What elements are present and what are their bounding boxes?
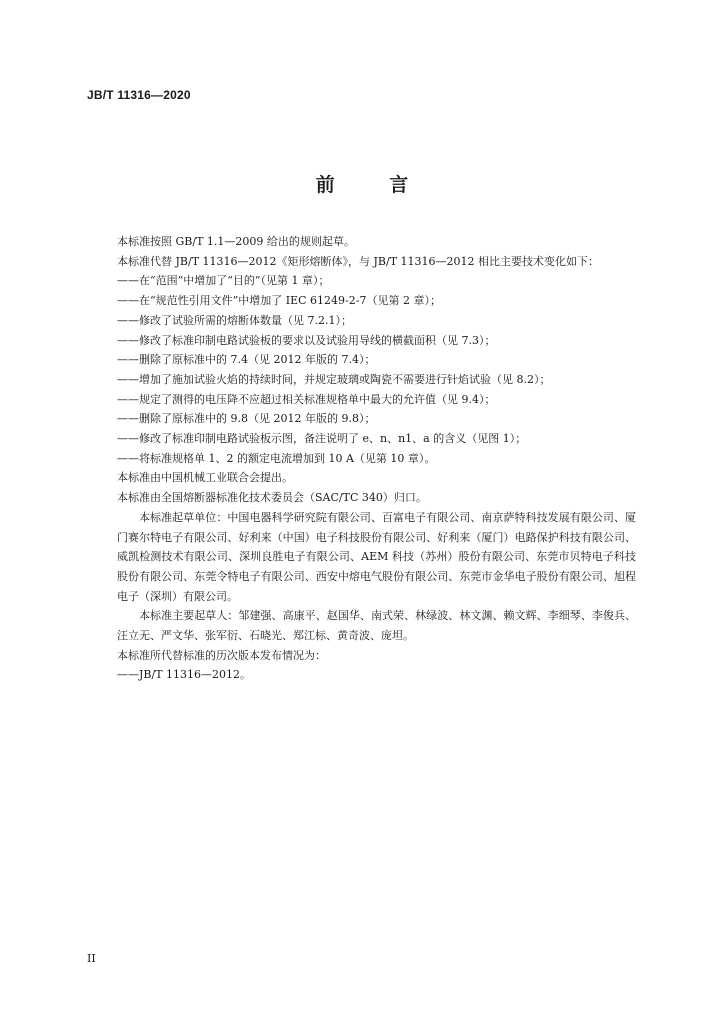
change-item: ——修改了标准印制电路试验板示图，备注说明了 e、n、n1、a 的含义（见图 1）； [117, 432, 527, 446]
change-item: ——修改了标准印制电路试验板的要求以及试验用导线的横截面积（见 7.3）； [117, 333, 496, 347]
page-title: 前 言 [315, 174, 433, 196]
change-item: ——修改了试验所需的熔断体数量（见 7.2.1）； [117, 313, 352, 327]
change-item: ——增加了施加试验火焰的持续时间，并规定玻璃或陶瓷不需要进行针焰试验（见 8.2）； [117, 372, 551, 386]
paragraph-history-intro: 本标准所代替标准的历次版本发布情况为： [117, 648, 326, 662]
change-item: ——在“规范性引用文件”中增加了 IEC 61249-2-7（见第 2 章）； [117, 294, 441, 308]
change-item: ——将标准规格单 1、2 的额定电流增加到 10 A（见第 10 章）。 [117, 451, 436, 465]
paragraph-drafting-units: 本标准起草单位：中国电器科学研究院有限公司、百富电子有限公司、南京萨特科技发展有限公司、厦门赛尔特电子有限公司、好利来（中国）电子科技股份有限公司、好利来（厦门）电路保护科技有限公司、威凯检测技术有限公司、深圳良胜电子有限公司、AEM 科技（苏州）股份有限公司、东莞市贝特电子科技股份有限公司、东莞令特电子有限公司、西安中熔电气股份有限公司、东莞市金华电子股份有限公司、旭程电子（深圳）有限公司。 [117, 510, 636, 603]
change-item: ——删除了原标准中的 9.8（见 2012 年版的 9.8）； [117, 412, 376, 426]
paragraph-drafters: 本标准主要起草人：邹建强、高康平、赵国华、南式荣、林绿波、林文渊、赖文辉、李细琴、李俊兵、汪立无、严文华、张军衍、石晓光、郑江标、黄奇波、庞坦。 [117, 609, 636, 643]
foreword-body [117, 232, 636, 685]
document-code: JB/T 11316—2020 [87, 88, 191, 102]
page-number: II [87, 952, 96, 965]
change-item: ——规定了测得的电压降不应超过相关标准规格单中最大的允许值（见 9.4）； [117, 392, 496, 406]
paragraph-drafting-rules: 本标准按照 GB/T 1.1—2009 给出的规则起草。 [117, 235, 355, 248]
change-item: ——在“范围”中增加了“目的”（见第 1 章）； [117, 274, 330, 288]
paragraph-committee: 本标准由全国熔断器标准化技术委员会（SAC/TC 340）归口。 [117, 491, 427, 505]
history-item: ——JB/T 11316—2012。 [117, 668, 252, 682]
change-item: ——删除了原标准中的 7.4（见 2012 年版的 7.4）； [117, 353, 376, 367]
paragraph-proposer: 本标准由中国机械工业联合会提出。 [117, 471, 293, 485]
paragraph-replacement: 本标准代替 JB/T 11316—2012《矩形熔断体》，与 JB/T 11316—2012 相比主要技术变化如下： [117, 254, 600, 268]
